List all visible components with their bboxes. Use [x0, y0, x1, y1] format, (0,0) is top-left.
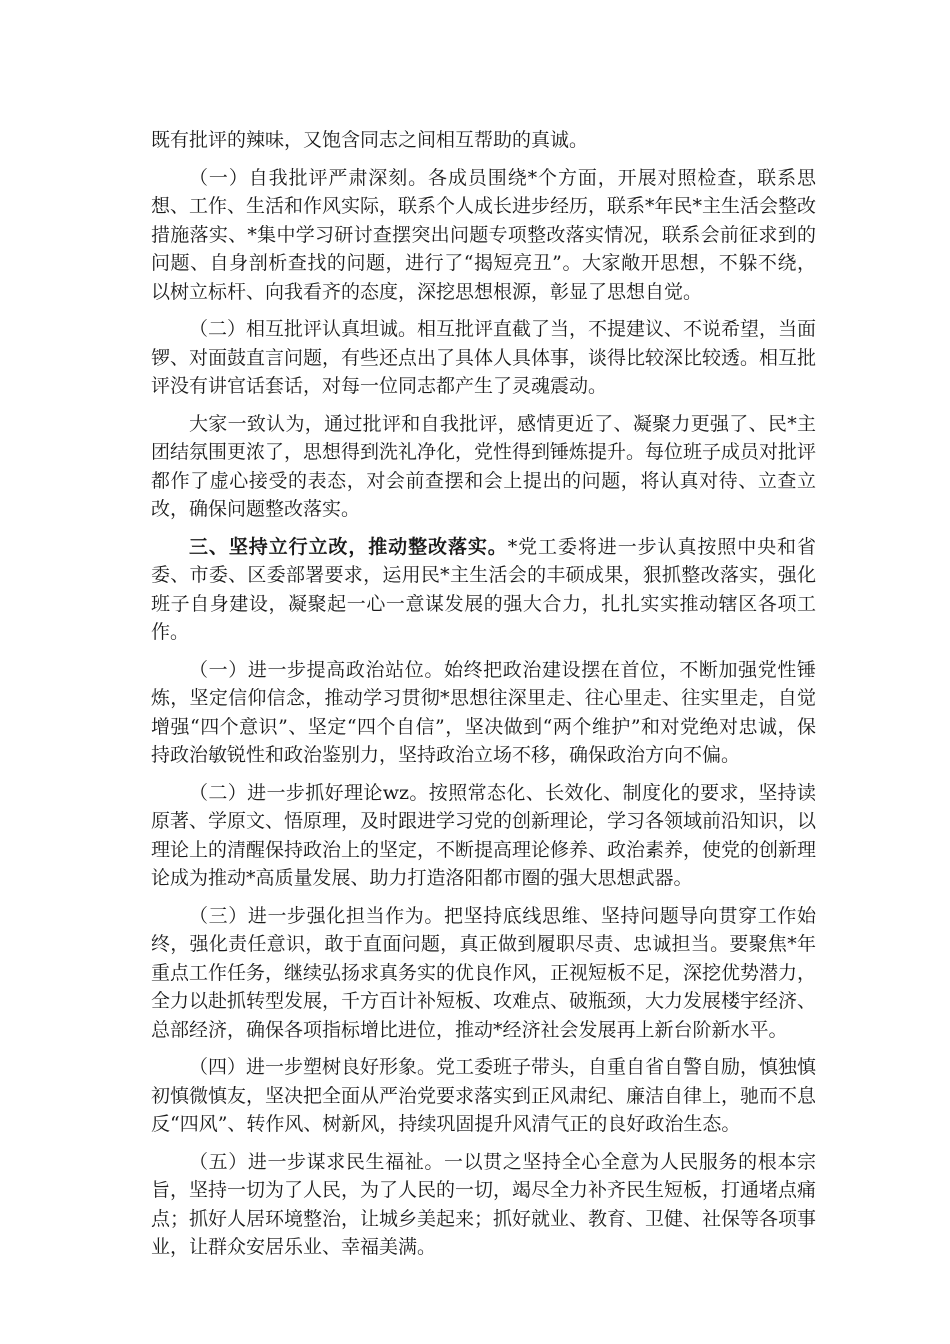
paragraph-mutual-criticism: （二）相互批评认真坦诚。相互批评直截了当，不提建议、不说希望，当面锣、对面鼓直言问题，有些还点出了具体人具体事，谈得比较深比较透。相互批评没有讲官话套话，对每一位同志都产生了灵魂震动。: [151, 318, 817, 397]
section-heading: 三、坚持立行立改，推动整改落实。: [189, 535, 508, 558]
section-three-body: *党工委将进一步认真按照中央和省委、市委、区委部署要求，运用民*主生活会的丰硕成果，狠抓整改落实，强化班子自身建设，凝聚起一心一意谋发展的强大合力，扎扎实实推动辖区各项工作。: [151, 535, 816, 643]
paragraph-consensus: 大家一致认为，通过批评和自我批评，感情更近了、凝聚力更强了、民*主团结氛围更浓了，思想得到洗礼净化，党性得到锤炼提升。每位班子成员对批评都作了虚心接受的表态，对会前查摆和会上提出的问题，将认真对待、立查立改，确保问题整改落实。: [151, 412, 817, 520]
paragraph-livelihood: （五）进一步谋求民生福祉。一以贯之坚持全心全意为人民服务的根本宗旨，坚持一切为了人民，为了人民的一切，竭尽全力补齐民生短板，打通堵点痛点；抓好人居环境整治，让城乡美起来；抓好就业、教育、卫健、社保等各项事业，让群众安居乐业、幸福美满。: [151, 1150, 817, 1258]
paragraph-self-criticism: （一）自我批评严肃深刻。各成员围绕*个方面，开展对照检查，联系思想、工作、生活和作风实际，联系个人成长进步经历，联系*年民*主生活会整改措施落实、*集中学习研讨查摆突出问题专项整改落实情况，联系会前征求到的问题、自身剖析查找的问题，进行了“揭短亮丑”。大家敞开思想，不躲不绕，以树立标杆、向我看齐的态度，深挖思想根源，彰显了思想自觉。: [151, 166, 817, 303]
paragraph-continuation: 既有批评的辣味，又饱含同志之间相互帮助的真诚。: [151, 129, 589, 151]
paragraph-political-stance: （一）进一步提高政治站位。始终把政治建设摆在首位，不断加强党性锤炼，坚定信仰信念，推动学习贯彻*思想往深里走、往心里走、往实里走，自觉增强“四个意识”、坚定“四个自信”，坚决做到“两个维护”和对党绝对忠诚，保持政治敏锐性和政治鉴别力，坚持政治立场不移，确保政治方向不偏。: [151, 658, 816, 766]
document-body: [151, 126, 816, 1271]
paragraph-image: （四）进一步塑树良好形象。党工委班子带头，自重自省自警自励，慎独慎初慎微慎友，坚决把全面从严治党要求落实到正风肃纪、廉洁自律上，驰而不息反“四风”、转作风、树新风，持续巩固提升风清气正的良好政治生态。: [151, 1056, 817, 1135]
paragraph-theory-study: （二）进一步抓好理论wz。按照常态化、长效化、制度化的要求，坚持读原著、学原文、悟原理，及时跟进学习党的创新理论，学习各领域前沿知识，以理论上的清醒保持政治上的坚定，不断提高理论修养、政治素养，使党的创新理论成为推动*高质量发展、助力打造洛阳都市圈的强大思想武器。: [151, 781, 817, 889]
paragraph-section-three: [151, 533, 816, 647]
paragraph-responsibility: （三）进一步强化担当作为。把坚持底线思维、坚持问题导向贯穿工作始终，强化责任意识，敢于直面问题，真正做到履职尽责、忠诚担当。要聚焦*年重点工作任务，继续弘扬求真务实的优良作风，正视短板不足，深挖优势潜力，全力以赴抓转型发展，千方百计补短板、攻难点、破瓶颈，大力发展楼宇经济、总部经济，确保各项指标增比进位，推动*经济社会发展再上新台阶新水平。: [151, 904, 817, 1041]
